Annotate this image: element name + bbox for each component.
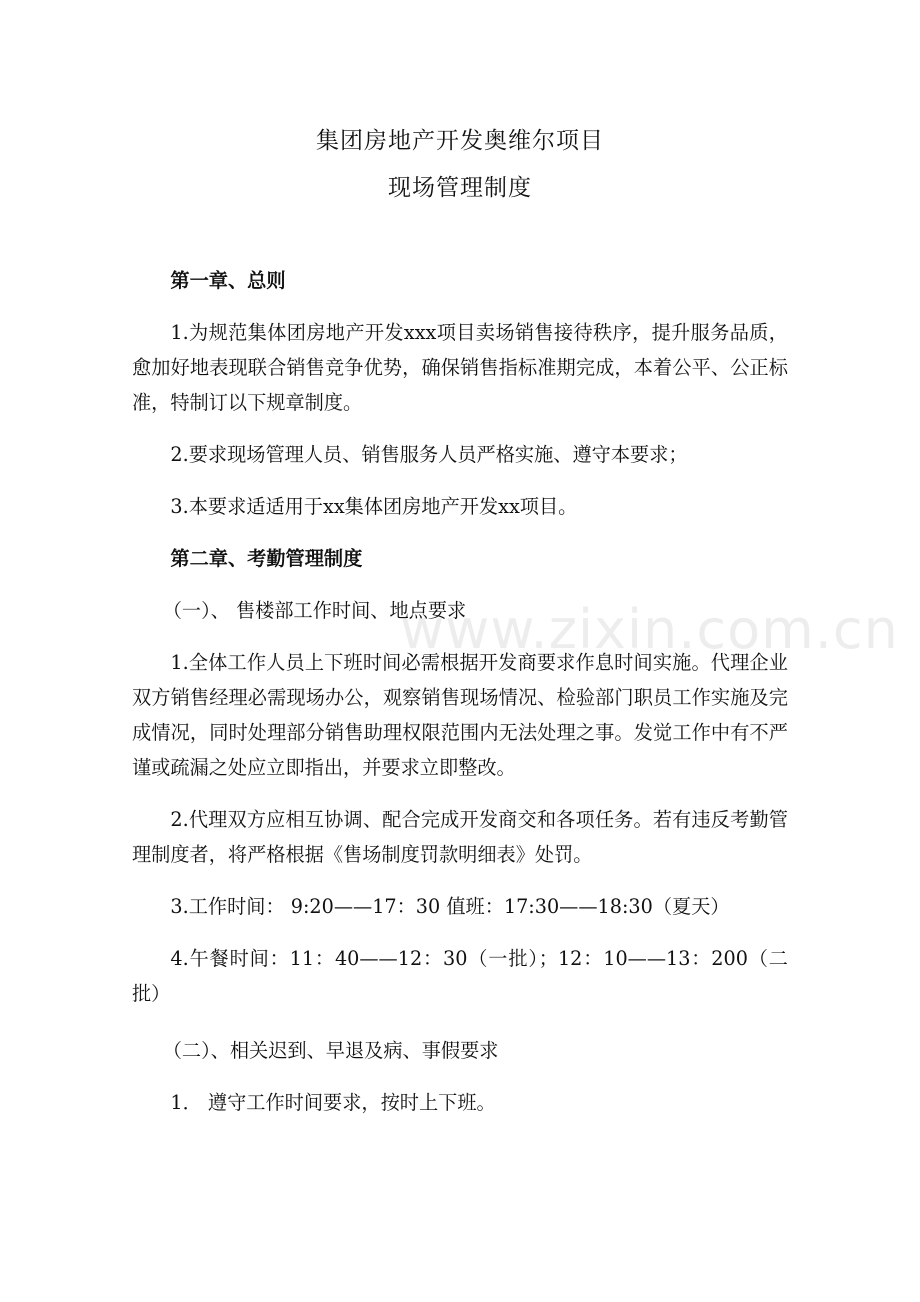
chapter-2-paragraph-2: 2.代理双方应相互协调、配合完成开发商交和各项任务。若有违反考勤管理制度者，将严格根据《售场制度罚款明细表》处罚。 <box>132 808 788 866</box>
chapter-1-paragraph-3: 3.本要求适适用于xx集体团房地产开发xx项目。 <box>170 495 578 518</box>
document-title: 集团房地产开发奥维尔项目 <box>316 128 604 154</box>
chapter-1-paragraph-1: 1.为规范集体团房地产开发xxx项目卖场销售接待秩序，提升服务品质，愈加好地表现联合销售竞争优势，确保销售指标准期完成，本着公平、公正标准，特制订以下规章制度。 <box>132 321 788 414</box>
chapter-2-paragraph-1: 1.全体工作人员上下班时间必需根据开发商要求作息时间实施。代理企业双方销售经理必需现场办公，观察销售现场情况、检验部门职员工作实施及完成情况，同时处理部分销售助理权限范围内无法处理之事。发觉工作中有不严谨或疏漏之处应立即指出，并要求立即整改。 <box>132 651 788 779</box>
chapter-2-subsection-2: （二）、相关迟到、早退及病、事假要求 <box>162 1039 499 1062</box>
chapter-1-paragraph-2: 2.要求现场管理人员、销售服务人员严格实施、遵守本要求； <box>170 443 688 466</box>
chapter-2-heading: 第二章、考勤管理制度 <box>170 547 363 570</box>
document-body <box>132 263 788 1137</box>
chapter-2-paragraph-5: 1． 遵守工作时间要求，按时上下班。 <box>170 1091 496 1114</box>
chapter-2-subsection-1: （一）、 售楼部工作时间、地点要求 <box>162 599 467 622</box>
watermark: www.zixin.com.cn <box>400 598 899 661</box>
chapter-2-paragraph-3: 3.工作时间： 9:20——17：30 值班：17:30——18:30（夏天） <box>170 895 730 918</box>
chapter-1-heading: 第一章、总则 <box>170 269 286 292</box>
document-subtitle: 现场管理制度 <box>388 175 532 201</box>
chapter-2-paragraph-4: 4.午餐时间：11：40——12：30（一批）；12：10——13：200（二批） <box>132 947 788 1005</box>
